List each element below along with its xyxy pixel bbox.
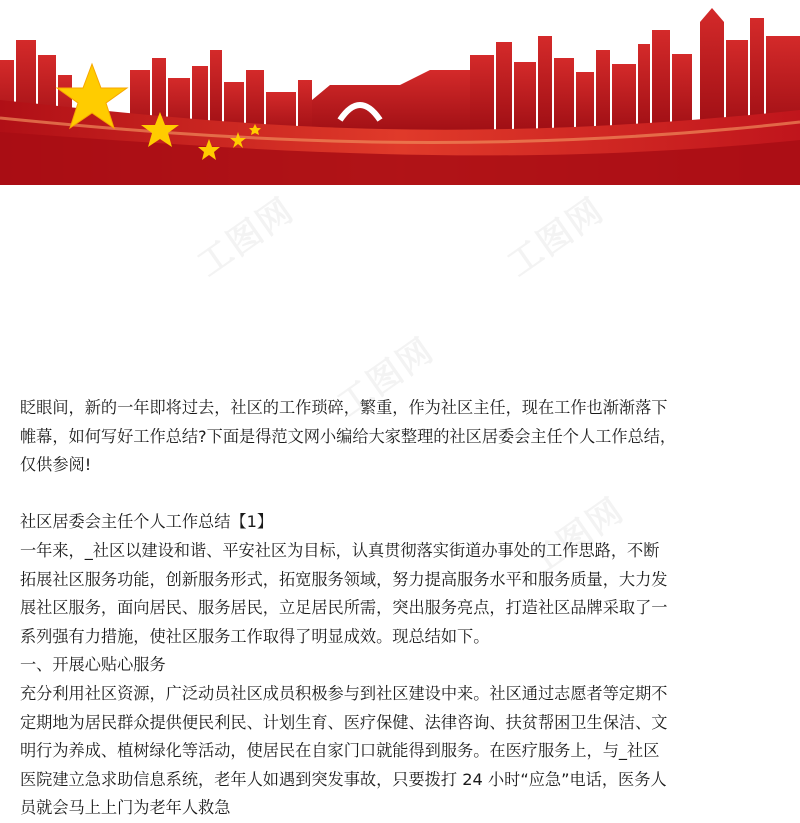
header-banner (0, 0, 800, 185)
section-title: 社区居委会主任个人工作总结【1】 (20, 512, 274, 532)
spacer (20, 480, 782, 509)
watermark: 工图网 (190, 190, 302, 285)
subheading: 一、开展心贴心服务 (20, 655, 166, 675)
intro-line: 帷幕，如何写好工作总结?下面是得范文网小编给大家整理的社区居委会主任个人工作总结， (20, 426, 677, 446)
article-body (20, 394, 782, 823)
paragraph-line: 员就会马上上门为老年人救急 (20, 798, 231, 818)
intro-line: 眨眼间，新的一年即将过去，社区的工作琐碎，繁重，作为社区主任，现在工作也渐渐落下 (20, 398, 668, 417)
paragraph-line: 一年来，_社区以建设和谐、平安社区为目标，认真贯彻落实街道办事处的工作思路，不断 (20, 540, 660, 560)
paragraph-line: 充分利用社区资源，广泛动员社区成员积极参与到社区建设中来。社区通过志愿者等定期不 (20, 683, 668, 703)
paragraph-line: 医院建立急求助信息系统，老年人如遇到突发事故，只要拨打 24 小时“应急”电话，医务人 (20, 769, 667, 789)
paragraph-line: 拓展社区服务功能，创新服务形式，拓宽服务领域，努力提高服务水平和服务质量，大力发 (20, 569, 668, 589)
intro-line: 仅供参阅! (20, 455, 92, 475)
skyline-banner-graphic (0, 0, 800, 185)
paragraph-line: 定期地为居民群众提供便民利民、计划生育、医疗保健、法律咨询、扶贫帮困卫生保洁、文 (20, 712, 668, 732)
watermark: 工图网 (500, 190, 612, 285)
watermark: 工图网 (520, 490, 632, 585)
paragraph-line: 展社区服务，面向居民、服务居民，立足居民所需，突出服务亮点，打造社区品牌采取了一 (20, 598, 668, 618)
paragraph-line: 明行为养成、植树绿化等活动，使居民在自家门口就能得到服务。在医疗服务上，与_社区 (20, 741, 660, 761)
watermark: 工图网 (330, 330, 442, 425)
paragraph-line: 系列强有力措施，使社区服务工作取得了明显成效。现总结如下。 (20, 626, 490, 646)
